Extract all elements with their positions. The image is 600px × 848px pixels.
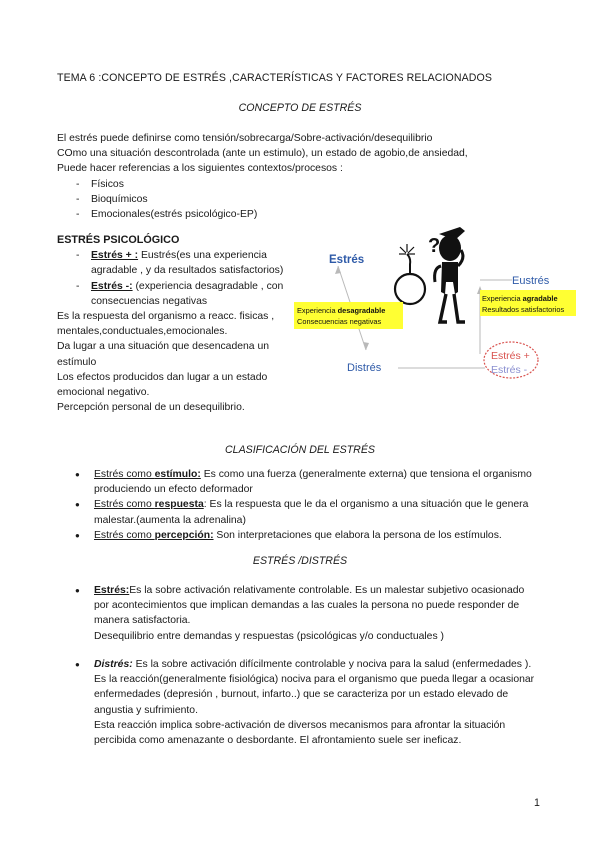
estres-plus-diagram-label: Estrés + (491, 350, 530, 362)
concepto-line-3: Puede hacer referencias a los siguientes contextos/procesos : (57, 163, 343, 175)
distres-key: Distrés: (94, 659, 133, 670)
svg-text:?: ? (428, 235, 441, 257)
estres-plus-text: Eustrés(es una experiencia agradable , y da resultados satisfactorios) (91, 250, 284, 277)
clas-item3-key: percepción: (154, 529, 214, 541)
page-number: 1 (534, 797, 540, 809)
bomb-icon (395, 274, 425, 304)
stress-diagram (290, 222, 565, 392)
estres-minus-label: Estrés -: (91, 280, 133, 292)
psicologico-para-2: Da lugar a una situación que desencadena un estímulo (57, 341, 270, 368)
list-item (57, 279, 289, 309)
estres-definition-list (57, 583, 537, 644)
distres-text-2: Esta reacción implica sobre-activación de diversos mecanismos para afrontar la situación percibida como amenazante o desbordante. El afrontamiento suele ser ineficaz. (94, 719, 506, 747)
clasificacion-heading: CLASIFICACIÓN DEL ESTRÉS (225, 444, 375, 456)
psicologico-para-3: Los efectos producidos dan lugar a un estado emocional negativo. (57, 371, 268, 399)
estres-definition-section (57, 583, 537, 644)
list-item (57, 248, 289, 278)
list-item: - Físicos (57, 177, 527, 192)
negative-line-1b: desagradable (337, 306, 386, 315)
positive-line-2: Resultados satisfactorios (482, 305, 565, 314)
distres-label: Distrés (347, 362, 382, 374)
psicologico-list (57, 248, 289, 309)
psicologico-section (57, 233, 289, 415)
arrowhead-icon (335, 266, 341, 274)
eustres-label: Eustrés (512, 275, 550, 287)
clas-item3-text: Son interpretaciones que elabora la persona de los estímulos. (213, 529, 502, 541)
list-item (57, 467, 537, 497)
estres-label: Estrés (329, 254, 365, 266)
concepto-heading: CONCEPTO DE ESTRÉS (238, 102, 362, 114)
estres-minus-diagram-label: Estrés - (491, 364, 528, 376)
estres-text: Es la sobre activación relativamente controlable. Es un malestar subjetivo ocasionado por acontecimientos que implican demandas a las cuales la persona no puede responder de manera satisfactoria. (94, 585, 525, 627)
clasificacion-list (57, 467, 537, 543)
list-item (57, 497, 537, 527)
concepto-line-1: El estrés puede definirse como tensión/sobrecarga/Sobre-activación/desequilibrio (57, 133, 433, 144)
positive-line-1 (482, 294, 558, 303)
clas-item2-text: : Es la respuesta que le da el organismo a una situación que le genera malestar.(aumenta la adrenalina) (94, 499, 529, 526)
clas-item1-text: Es como una fuerza (generalmente externa) que tensiona el organismo produciendo un efecto deformador (94, 469, 532, 496)
estres-minus-text: (experiencia desagradable , con consecuencias negativas (91, 280, 284, 307)
clas-item2-pre: Estrés como (94, 499, 155, 511)
question-mark-icon (428, 235, 440, 257)
contexts-list (57, 177, 527, 223)
list-item (57, 583, 537, 644)
psicologico-para-1: Es la respuesta del organismo a reacc. fisicas , mentales,conductuales,emocionales. (57, 311, 275, 338)
list-item: - Bioquímicos (57, 192, 527, 207)
list-item: - Emocionales(estrés psicológico-EP) (57, 207, 527, 222)
negative-line-1 (297, 306, 385, 315)
clas-item1-pre: Estrés como (94, 469, 155, 480)
positive-line-1a: Experiencia (482, 294, 523, 303)
concepto-line-2: COmo una situación descontrolada (ante un estimulo), un estado de agobio,de ansiedad, (57, 148, 468, 160)
document-title: TEMA 6 :CONCEPTO DE ESTRÉS ,CARACTERÍSTICAS Y FACTORES RELACIONADOS (57, 72, 493, 84)
spark-icon (399, 244, 415, 254)
psicologico-heading: ESTRÉS PSICOLÓGICO (57, 234, 180, 246)
list-item (57, 657, 537, 748)
estres-text-2: Desequilibrio entre demandas y respuestas (psicológicas y/o conductuales ) (94, 630, 445, 642)
clasificacion-section (57, 467, 537, 543)
clas-item1-key: estímulo: (154, 469, 201, 480)
list-item (57, 528, 537, 543)
negative-line-2: Consecuencias negativas (297, 317, 382, 326)
estres-plus-label: Estrés + : (91, 250, 139, 262)
distres-text: Es la sobre activación difícilmente controlable y nociva para la salud (enfermedades ). Es la reacción(generalmente fisiológica) nociva para el organismo que pueda llegar a ocasionar enfermedades (depresión , burnout, infarto..) que se caracteriza por un estado elevado de angustia y sufrimiento. (94, 659, 535, 716)
distres-definition-list (57, 657, 537, 748)
arrowhead-icon (363, 342, 369, 350)
distres-definition-section (57, 657, 537, 748)
estres-distres-heading: ESTRÉS /DISTRÉS (252, 555, 348, 567)
estres-key: Estrés: (94, 585, 130, 596)
positive-line-1b: agradable (522, 294, 558, 303)
clas-item2-key: respuesta (154, 499, 204, 511)
concepto-section (57, 131, 527, 222)
bomb-fuse-icon (407, 254, 410, 274)
psicologico-para-4: Percepción personal de un desequilibrio. (57, 402, 245, 414)
negative-line-1a: Experiencia (297, 306, 338, 315)
clas-item3-pre: Estrés como (94, 529, 155, 541)
